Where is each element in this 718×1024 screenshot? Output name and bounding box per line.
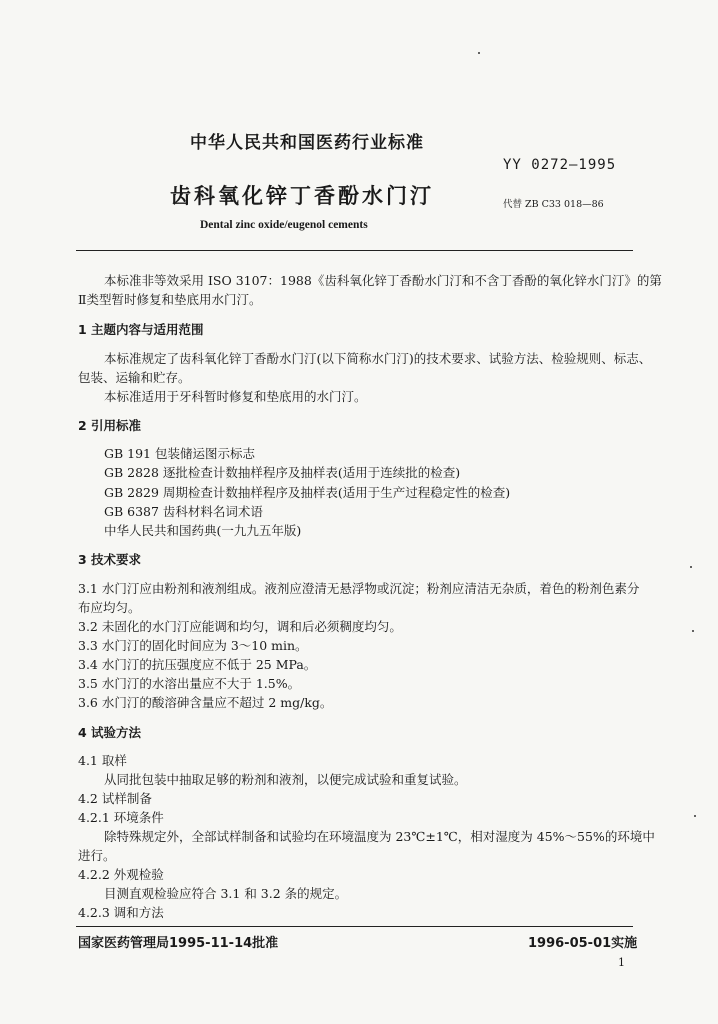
page-number: 1 [618, 956, 625, 969]
issuing-body-title: 中华人民共和国医药行业标准 [190, 133, 424, 153]
requirement-item: 3.5 水门汀的水溶出量应不大于 1.5%。 [78, 676, 301, 691]
subsection-4-1-heading: 4.1 取样 [78, 753, 127, 768]
scan-speck [692, 630, 694, 632]
requirement-item: 3.2 未固化的水门汀应能调和均匀，调和后必须稠度均匀。 [78, 619, 402, 634]
visual-inspection-paragraph: 目测直观检验应符合 3.1 和 3.2 条的规定。 [104, 886, 348, 901]
section-2-heading: 2 引用标准 [78, 418, 142, 433]
document-title-chinese: 齿科氧化锌丁香酚水门汀 [170, 184, 434, 208]
requirement-item: 3.4 水门汀的抗压强度应不低于 25 MPa。 [78, 657, 317, 672]
environment-paragraph-line: 除特殊规定外，全部试样制备和试验均在环境温度为 23℃±1℃，相对湿度为 45%～55%的环境中 [104, 829, 655, 844]
scan-speck [478, 52, 480, 54]
subsection-4-2-1-heading: 4.2.1 环境条件 [78, 810, 164, 825]
effective-date: 1996-05-01实施 [528, 936, 638, 951]
scan-speck [694, 815, 696, 817]
document-title-english: Dental zinc oxide/eugenol cements [200, 219, 368, 231]
requirement-item: 布应均匀。 [78, 600, 141, 615]
replaces-standard: 代替 ZB C33 018—86 [503, 199, 604, 210]
footer-divider [76, 926, 633, 927]
sampling-paragraph: 从同批包装中抽取足够的粉剂和液剂，以便完成试验和重复试验。 [104, 772, 467, 787]
scan-speck [690, 566, 692, 568]
reference-item: GB 2829 周期检查计数抽样程序及抽样表(适用于生产过程稳定性的检查) [104, 485, 511, 500]
requirement-item: 3.3 水门汀的固化时间应为 3～10 min。 [78, 638, 308, 653]
reference-item: GB 191 包装储运图示标志 [104, 446, 255, 461]
reference-item: 中华人民共和国药典(一九九五年版) [104, 523, 302, 538]
section-1-scope: 本标准适用于牙科暂时修复和垫底用的水门汀。 [104, 389, 367, 404]
standard-number: YY 0272—1995 [503, 157, 617, 173]
approval-date: 国家医药管理局1995-11-14批准 [78, 936, 279, 951]
section-1-paragraph-line: 包装、运输和贮存。 [78, 370, 191, 385]
section-4-heading: 4 试验方法 [78, 725, 142, 740]
reference-item: GB 6387 齿科材料名词术语 [104, 504, 263, 519]
reference-item: GB 2828 逐批检查计数抽样程序及抽样表(适用于连续批的检查) [104, 465, 461, 480]
requirement-item: 3.6 水门汀的酸溶砷含量应不超过 2 mg/kg。 [78, 695, 333, 710]
subsection-4-2-2-heading: 4.2.2 外观检验 [78, 867, 164, 882]
subsection-4-2-3-heading: 4.2.3 调和方法 [78, 905, 164, 920]
header-divider [76, 250, 633, 251]
requirement-item: 3.1 水门汀应由粉剂和液剂组成。液剂应澄清无悬浮物或沉淀；粉剂应清洁无杂质，着色的粉剂色素分 [78, 581, 640, 596]
section-1-paragraph-line: 本标准规定了齿科氧化锌丁香酚水门汀(以下简称水门汀)的技术要求、试验方法、检验规则、标志、 [104, 351, 652, 366]
subsection-4-2-heading: 4.2 试样制备 [78, 791, 152, 806]
section-3-heading: 3 技术要求 [78, 552, 142, 567]
intro-line-1: 本标准非等效采用 ISO 3107：1988《齿科氧化锌丁香酚水门汀和不含丁香酚的氧化锌水门汀》的第 [104, 273, 662, 288]
environment-paragraph-line: 进行。 [78, 848, 116, 863]
intro-line-2: Ⅱ类型暂时修复和垫底用水门汀。 [78, 292, 262, 307]
section-1-heading: 1 主题内容与适用范围 [78, 322, 204, 337]
